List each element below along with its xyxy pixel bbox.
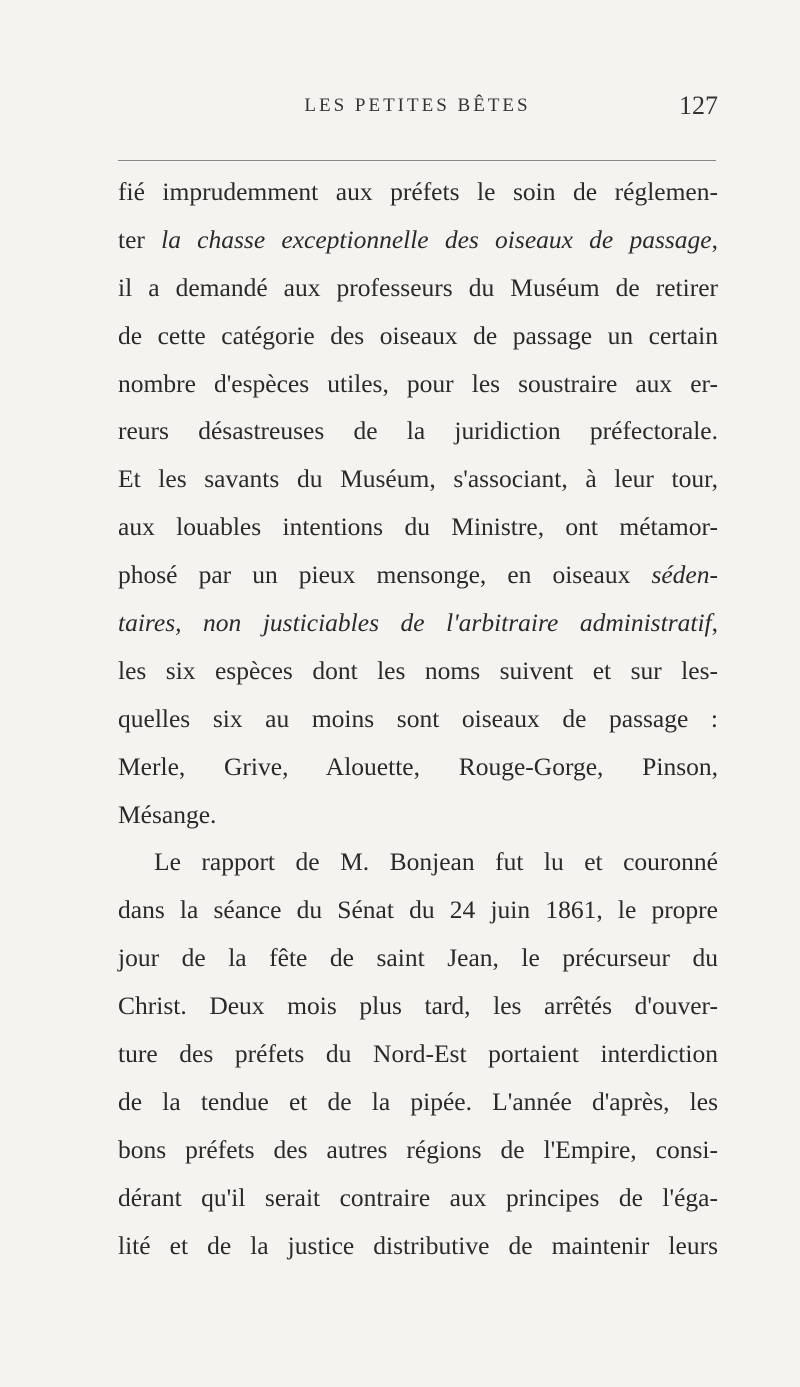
text-segment: aux louables intentions du Ministre, ont métamor- bbox=[118, 512, 718, 542]
text-line bbox=[118, 743, 718, 791]
text-segment: fié imprudemment aux préfets le soin de réglemen- bbox=[118, 177, 718, 206]
text-segment: phosé par un pieux mensonge, en oiseaux bbox=[118, 560, 652, 590]
text-line bbox=[118, 1126, 718, 1174]
text-line bbox=[118, 503, 718, 551]
text-segment: il a demandé aux professeurs du Muséum de retirer bbox=[118, 272, 718, 302]
text-line bbox=[118, 1030, 718, 1078]
page-number: 127 bbox=[679, 91, 718, 120]
text-segment: Le rapport de M. Bonjean fut lu et couronné bbox=[154, 847, 718, 877]
text-segment: nombre d'espèces utiles, pour les soustraire aux er- bbox=[118, 368, 718, 398]
text-segment: , bbox=[711, 224, 718, 254]
text-line bbox=[118, 1222, 718, 1270]
text-line bbox=[118, 168, 718, 216]
running-header bbox=[120, 91, 718, 135]
text-segment: quelles six au moins sont oiseaux de passage : bbox=[118, 703, 718, 733]
running-title: LES PETITES BÊTES bbox=[304, 95, 531, 116]
text-line bbox=[118, 599, 718, 647]
text-segment: lité et de la justice distributive de maintenir leurs bbox=[118, 1230, 718, 1260]
text-segment: jour de la fête de saint Jean, le précurseur du bbox=[118, 943, 718, 973]
text-segment: Merle, Grive, Alouette, Rouge-Gorge, Pinson, bbox=[118, 751, 718, 781]
text-line bbox=[118, 455, 718, 503]
italic-segment: la chasse exceptionnelle des oiseaux de passage bbox=[161, 224, 712, 254]
text-line bbox=[118, 838, 718, 886]
text-segment: dérant qu'il serait contraire aux principes de l'éga- bbox=[118, 1182, 718, 1212]
text-segment: bons préfets des autres régions de l'Empire, consi- bbox=[118, 1134, 718, 1164]
text-line bbox=[118, 1078, 718, 1126]
header-rule bbox=[118, 160, 716, 161]
text-segment: les six espèces dont les noms suivent et sur les- bbox=[118, 655, 718, 685]
text-line bbox=[118, 360, 718, 408]
text-line bbox=[118, 407, 718, 455]
text-line bbox=[118, 1174, 718, 1222]
text-line bbox=[118, 695, 718, 743]
text-segment: dans la séance du Sénat du 24 juin 1861, le propre bbox=[118, 895, 718, 925]
body-text bbox=[118, 168, 718, 1269]
italic-segment: séden- bbox=[651, 560, 718, 590]
text-segment: reurs désastreuses de la juridiction préfectorale. bbox=[118, 416, 718, 446]
text-segment: Mésange. bbox=[118, 799, 217, 829]
text-line bbox=[118, 264, 718, 312]
text-segment: de cette catégorie des oiseaux de passage un certain bbox=[118, 320, 718, 350]
text-line bbox=[118, 647, 718, 695]
text-line bbox=[118, 551, 718, 599]
text-line bbox=[118, 312, 718, 360]
text-line bbox=[118, 982, 718, 1030]
text-segment: ter bbox=[118, 224, 162, 254]
text-line bbox=[118, 216, 718, 264]
italic-segment: taires, non justiciables de l'arbitraire administratif bbox=[118, 608, 712, 638]
text-line bbox=[118, 886, 718, 934]
text-segment: , bbox=[711, 608, 718, 638]
text-segment: Christ. Deux mois plus tard, les arrêtés d'ouver- bbox=[118, 991, 718, 1021]
text-segment: Et les savants du Muséum, s'associant, à leur tour, bbox=[118, 464, 718, 494]
text-segment: de la tendue et de la pipée. L'année d'après, les bbox=[118, 1086, 718, 1116]
text-segment: ture des préfets du Nord-Est portaient interdiction bbox=[118, 1039, 718, 1069]
text-line bbox=[118, 934, 718, 982]
text-line bbox=[118, 791, 718, 839]
